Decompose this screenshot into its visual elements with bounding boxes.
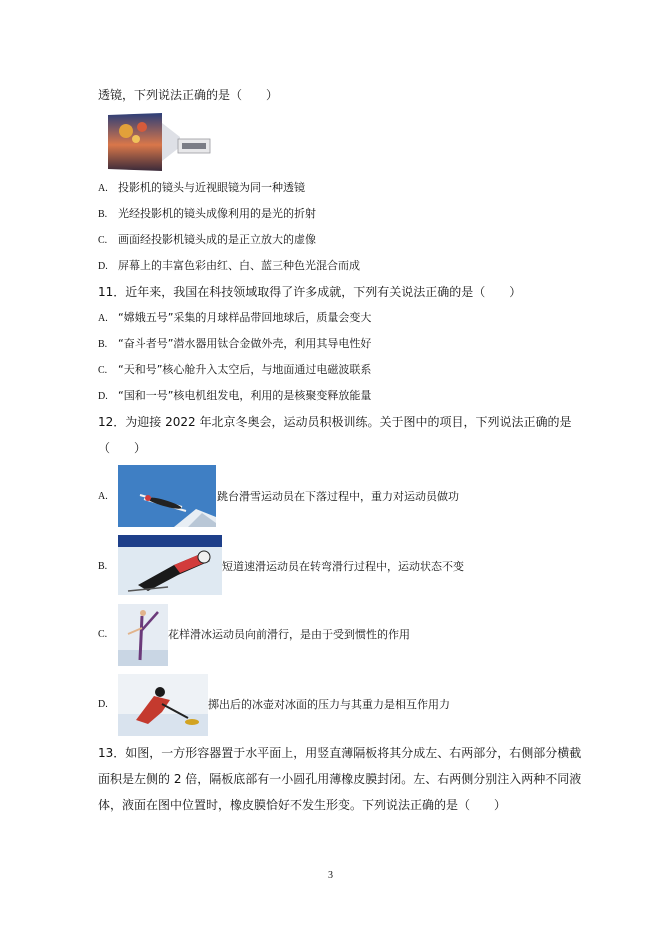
q12-option-b-text: 短道速滑运动员在转弯滑行过程中，运动状态不变 [222,560,464,573]
q13-line1: 13．如图，一方形容器置于水平面上，用竖直薄隔板将其分成左、右两部分，右侧部分横截 [98,746,582,760]
q13-line3: 体，液面在图中位置时，橡皮膜恰好不发生形变。下列说法正确的是（ ） [98,798,507,812]
q11-option-d: D. “国和一号”核电机组发电，利用的是核聚变释放能量 [98,389,372,402]
short-track-image [118,535,222,595]
q10-stem-tail: 透镜，下列说法正确的是（ ） [98,88,279,102]
q13-line2: 面积是左侧的 2 倍，隔板底部有一小圆孔用薄橡皮膜封闭。左、右两侧分别注入两种不同液 [98,772,582,786]
q12-option-d-label: D. [98,699,108,710]
q10-option-b: B. 光经投影机的镜头成像利用的是光的折射 [98,207,316,220]
q11-stem: 11．近年来，我国在科技领域取得了许多成就，下列有关说法正确的是（ ） [98,285,522,299]
q11-option-c: C. “天和号”核心舱升入太空后，与地面通过电磁波联系 [98,363,372,376]
q12-option-a-text: 跳台滑雪运动员在下落过程中，重力对运动员做功 [217,490,459,503]
q12-stem-line2: （ ） [98,441,147,455]
q12-option-a-label: A. [98,491,108,502]
q10-option-a: A. 投影机的镜头与近视眼镜为同一种透镜 [98,181,305,194]
q10-option-c: C. 画面经投影机镜头成的是正立放大的虚像 [98,233,316,246]
q11-option-a: A. “嫦娥五号”采集的月球样品带回地球后，质量会变大 [98,311,372,324]
page-number: 3 [328,870,333,881]
projector-image [108,113,212,171]
q12-option-c-label: C. [98,629,108,640]
q11-option-b: B. “奋斗者号”潜水器用钛合金做外壳，利用其导电性好 [98,337,372,350]
figure-skating-image [118,604,168,666]
q12-option-c-text: 花样滑冰运动员向前滑行，是由于受到惯性的作用 [168,628,410,641]
q12-option-d-text: 掷出后的冰壶对冰面的压力与其重力是相互作用力 [208,698,450,711]
curling-image [118,674,208,736]
ski-jump-image [118,465,216,527]
q12-option-b-label: B. [98,561,108,572]
q12-stem-line1: 12．为迎接 2022 年北京冬奥会，运动员积极训练。关于图中的项目，下列说法正确的是 [98,415,572,429]
q10-option-d: D. 屏幕上的丰富色彩由红、白、蓝三种色光混合而成 [98,259,360,272]
